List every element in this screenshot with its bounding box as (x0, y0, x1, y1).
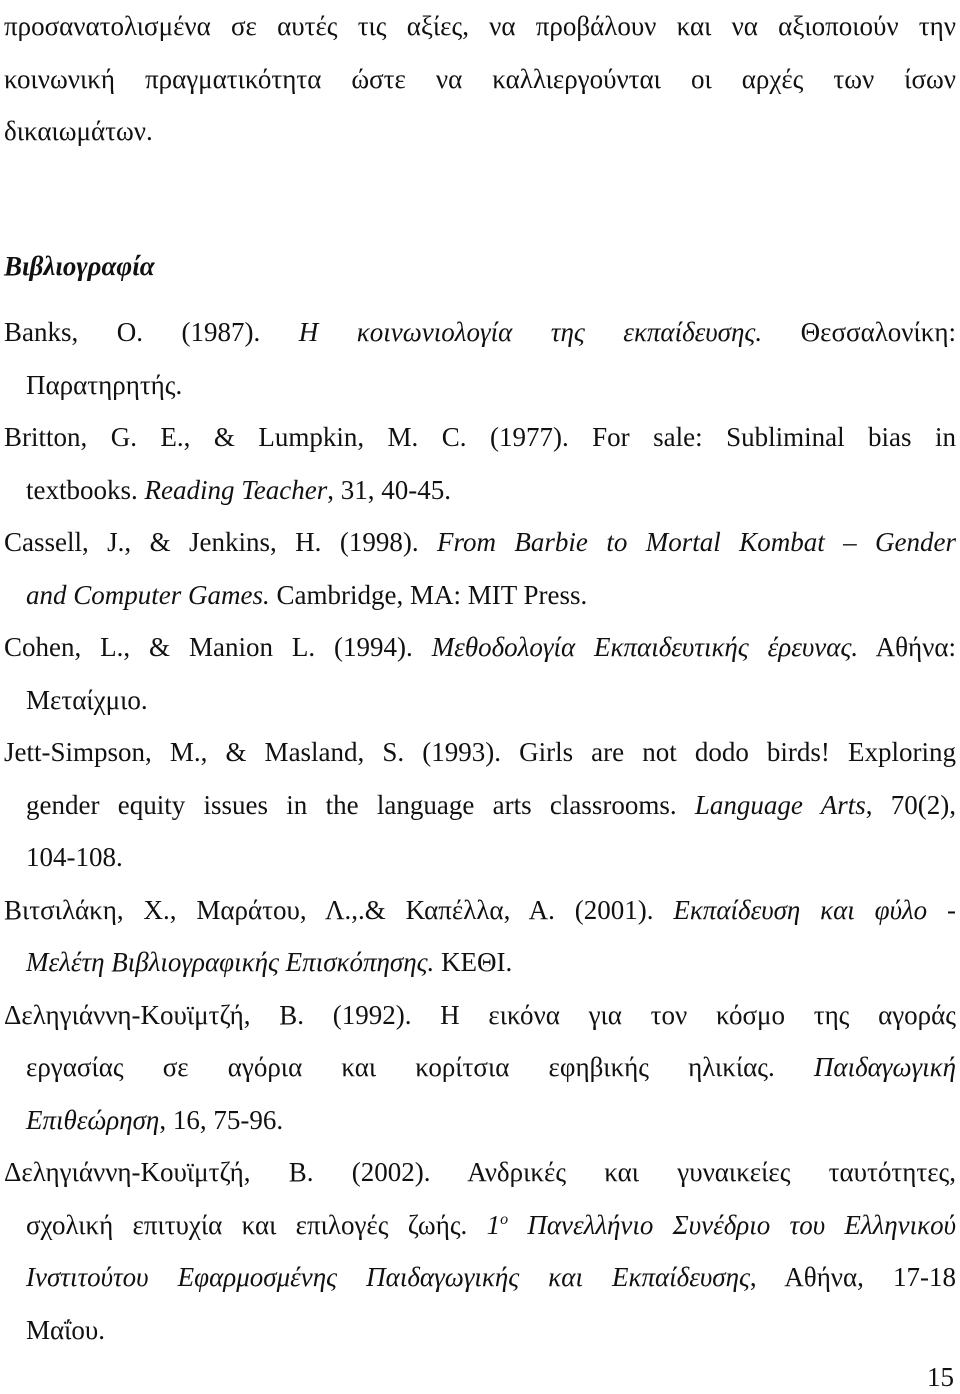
ref-text: Δεληγιάννη-Κουϊμτζή, Β. (1992). Η εικόνα για τον κόσμο της αγοράς (4, 999, 956, 1030)
ref-text: εργασίας σε αγόρια και κορίτσια εφηβικής ηλικίας. (26, 1052, 814, 1082)
ref-text: Britton, G. E., & Lumpkin, M. C. (1977). For sale: Subliminal bias in (4, 422, 956, 452)
ref-text: Μεταίχμιο. (26, 684, 148, 715)
bibliography-heading: Βιβλιογραφία (4, 251, 155, 281)
ref-text: Θεσσαλονίκη: (762, 317, 957, 347)
ref-text: Μαΐου. (26, 1314, 106, 1345)
reference-cohen (4, 621, 956, 726)
intro-line: κοινωνική πραγματικότητα ώστε να καλλιεργούνται οι αρχές των ίσων (4, 63, 956, 94)
ref-text: Jett-Simpson, M., & Masland, S. (1993). Girls are not dodo birds! Exploring (4, 737, 956, 767)
ref-text: Αθήνα: (858, 632, 957, 662)
reference-britton (4, 411, 956, 516)
reference-list (4, 306, 956, 1356)
ref-journal: Reading Teacher (144, 474, 328, 505)
ref-title: Μεθοδολογία Εκπαιδευτικής έρευνας. (431, 632, 859, 662)
reference-deligianni-2002 (4, 1146, 956, 1356)
ref-text: Banks, O. (1987). (4, 317, 299, 347)
ref-journal: Language Arts (694, 789, 866, 820)
reference-deligianni-1992 (4, 989, 956, 1147)
ref-text: Cambridge, MA: MIT Press. (269, 579, 588, 610)
reference-vitsilaki (4, 884, 956, 989)
ref-text: , Αθήνα, 17-18 (749, 1262, 956, 1292)
reference-jett-simpson (4, 726, 956, 884)
intro-paragraph (4, 0, 956, 158)
ref-text: ΚΕΘΙ. (434, 947, 513, 977)
ref-text: Δεληγιάννη-Κουϊμτζή, Β. (2002). Ανδρικές και γυναικείες ταυτότητες, (4, 1157, 956, 1187)
ref-conference: Πανελλήνιο Συνέδριο του Ελληνικού (508, 1209, 956, 1240)
ref-title: and Computer Games. (26, 579, 270, 610)
ref-text: Cassell, J., & Jenkins, H. (1998). (4, 527, 438, 557)
reference-banks (4, 306, 956, 411)
ref-title: Η κοινωνιολογία της εκπαίδευσης. (298, 317, 763, 347)
ref-title: From Barbie to Mortal Kombat – Gender (437, 527, 957, 557)
ref-text: gender equity issues in the language arts classrooms. (26, 789, 695, 820)
ref-text: Cohen, L., & Manion L. (1994). (4, 632, 432, 662)
ref-text: σχολική επιτυχία και επιλογές ζωής. (26, 1209, 487, 1240)
ref-title: Μελέτη Βιβλιογραφικής Επισκόπησης. (26, 947, 435, 977)
ref-text: Βιτσιλάκη, Χ., Μαράτου, Λ.,.& Καπέλλα, Α. (2001). (4, 894, 674, 925)
page-number: 15 (927, 1362, 954, 1392)
ref-text: Παρατηρητής. (26, 369, 183, 400)
ref-title: Εκπαίδευση και φύλο - (673, 894, 956, 925)
ref-text: , 70(2), (865, 789, 956, 820)
ref-ordinal-suffix: ο (500, 1210, 509, 1228)
ref-journal: Παιδαγωγική (813, 1052, 956, 1082)
ref-text: textbooks. (26, 474, 145, 505)
reference-cassell (4, 516, 956, 621)
intro-line: προσανατολισμένα σε αυτές τις αξίες, να προβάλουν και να αξιοποιούν την (4, 11, 956, 41)
ref-conference: Ινστιτούτου Εφαρμοσμένης Παιδαγωγικής και Εκπαίδευσης (26, 1262, 750, 1292)
intro-line: δικαιωμάτων. (4, 116, 153, 146)
ref-text: , 31, 40-45. (327, 474, 451, 505)
ref-journal: Επιθεώρηση (26, 1104, 160, 1135)
ref-ordinal: 1 (486, 1209, 501, 1240)
ref-text: , 16, 75-96. (159, 1104, 284, 1135)
ref-text: 104-108. (26, 842, 123, 872)
